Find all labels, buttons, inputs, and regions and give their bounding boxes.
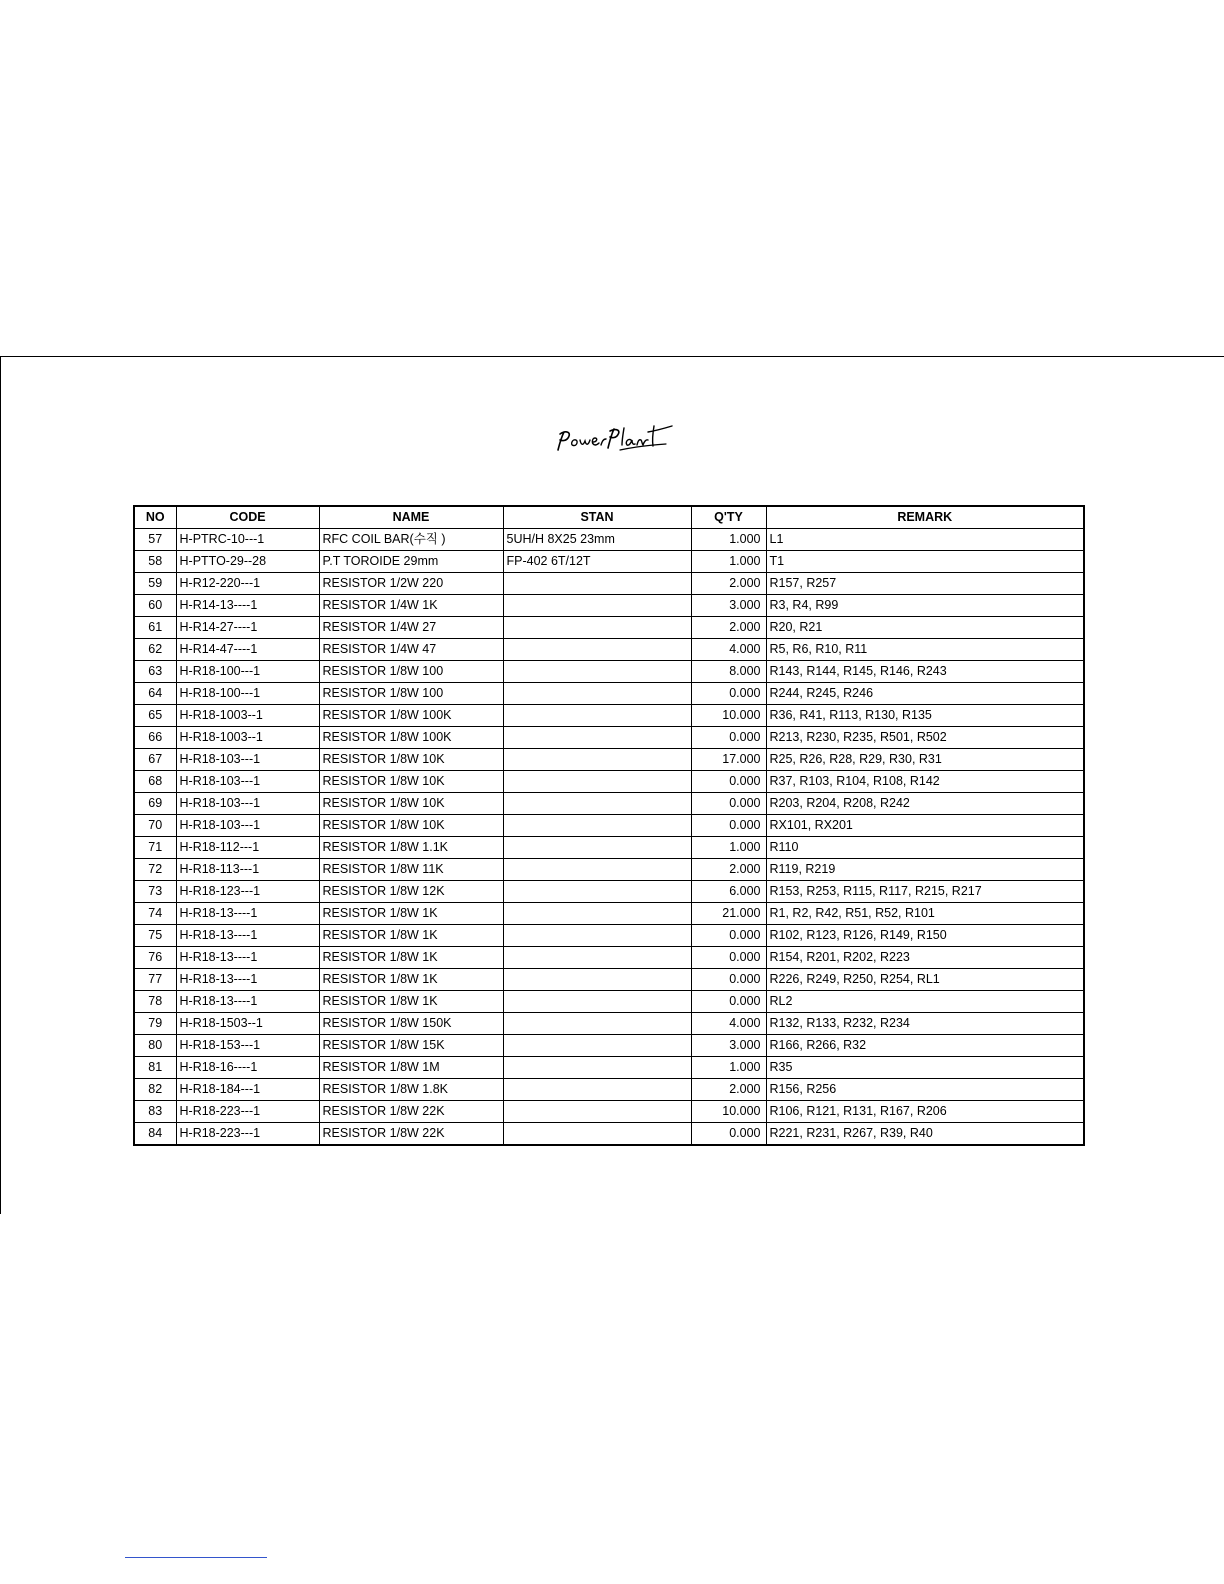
cell-remark: R226, R249, R250, R254, RL1	[766, 969, 1084, 991]
cell-qty: 0.000	[691, 991, 766, 1013]
cell-remark: R221, R231, R267, R39, R40	[766, 1123, 1084, 1146]
cell-name: RESISTOR 1/8W 1K	[319, 925, 503, 947]
cell-remark: R154, R201, R202, R223	[766, 947, 1084, 969]
cell-remark: RX101, RX201	[766, 815, 1084, 837]
cell-name: RESISTOR 1/8W 1K	[319, 903, 503, 925]
cell-no: 75	[134, 925, 176, 947]
cell-no: 65	[134, 705, 176, 727]
cell-stan	[503, 1123, 691, 1146]
cell-qty: 1.000	[691, 529, 766, 551]
cell-name: RESISTOR 1/8W 1.8K	[319, 1079, 503, 1101]
cell-code: H-R18-103---1	[176, 793, 319, 815]
table-row	[134, 573, 1084, 595]
cell-remark: RL2	[766, 991, 1084, 1013]
cell-stan	[503, 903, 691, 925]
cell-qty: 17.000	[691, 749, 766, 771]
table-row	[134, 551, 1084, 573]
cell-remark: R1, R2, R42, R51, R52, R101	[766, 903, 1084, 925]
cell-name: RESISTOR 1/8W 1.1K	[319, 837, 503, 859]
cell-stan: FP-402 6T/12T	[503, 551, 691, 573]
cell-name: RESISTOR 1/8W 10K	[319, 815, 503, 837]
cell-qty: 0.000	[691, 925, 766, 947]
cell-qty: 2.000	[691, 1079, 766, 1101]
cell-code: H-R18-13----1	[176, 969, 319, 991]
table-row	[134, 595, 1084, 617]
cell-no: 82	[134, 1079, 176, 1101]
cell-stan	[503, 617, 691, 639]
cell-name: RESISTOR 1/4W 1K	[319, 595, 503, 617]
header-name: NAME	[319, 506, 503, 529]
cell-code: H-R18-1503--1	[176, 1013, 319, 1035]
powerplant-logo	[554, 420, 678, 460]
cell-name: RESISTOR 1/2W 220	[319, 573, 503, 595]
cell-remark: R5, R6, R10, R11	[766, 639, 1084, 661]
cell-code: H-R14-13----1	[176, 595, 319, 617]
cell-qty: 0.000	[691, 727, 766, 749]
cell-remark: T1	[766, 551, 1084, 573]
cell-stan	[503, 947, 691, 969]
cell-stan	[503, 573, 691, 595]
cell-remark: R153, R253, R115, R117, R215, R217	[766, 881, 1084, 903]
cell-name: P.T TOROIDE 29mm	[319, 551, 503, 573]
cell-qty: 3.000	[691, 595, 766, 617]
cell-no: 64	[134, 683, 176, 705]
table-row	[134, 793, 1084, 815]
cell-qty: 4.000	[691, 639, 766, 661]
cell-stan	[503, 705, 691, 727]
cell-code: H-R18-16----1	[176, 1057, 319, 1079]
cell-qty: 3.000	[691, 1035, 766, 1057]
cell-code: H-R14-27----1	[176, 617, 319, 639]
cell-no: 71	[134, 837, 176, 859]
cell-no: 72	[134, 859, 176, 881]
cell-code: H-R18-103---1	[176, 749, 319, 771]
cell-remark: R213, R230, R235, R501, R502	[766, 727, 1084, 749]
bottom-link-line	[125, 1557, 267, 1558]
table-row	[134, 859, 1084, 881]
cell-code: H-R18-13----1	[176, 991, 319, 1013]
cell-name: RESISTOR 1/8W 11K	[319, 859, 503, 881]
cell-name: RESISTOR 1/8W 15K	[319, 1035, 503, 1057]
table-row	[134, 969, 1084, 991]
cell-name: RFC COIL BAR(수직 )	[319, 529, 503, 551]
cell-code: H-R18-13----1	[176, 947, 319, 969]
cell-remark: R244, R245, R246	[766, 683, 1084, 705]
cell-stan	[503, 969, 691, 991]
cell-code: H-R18-1003--1	[176, 705, 319, 727]
cell-name: RESISTOR 1/8W 22K	[319, 1101, 503, 1123]
cell-code: H-R18-223---1	[176, 1101, 319, 1123]
cell-qty: 10.000	[691, 1101, 766, 1123]
cell-remark: R157, R257	[766, 573, 1084, 595]
cell-stan	[503, 771, 691, 793]
cell-no: 66	[134, 727, 176, 749]
cell-name: RESISTOR 1/8W 10K	[319, 771, 503, 793]
cell-code: H-R18-100---1	[176, 661, 319, 683]
cell-qty: 10.000	[691, 705, 766, 727]
table-row	[134, 661, 1084, 683]
table-row	[134, 947, 1084, 969]
cell-remark: R106, R121, R131, R167, R206	[766, 1101, 1084, 1123]
cell-remark: R20, R21	[766, 617, 1084, 639]
table-row	[134, 837, 1084, 859]
cell-qty: 1.000	[691, 551, 766, 573]
cell-no: 76	[134, 947, 176, 969]
table-row	[134, 1057, 1084, 1079]
table-row	[134, 771, 1084, 793]
cell-name: RESISTOR 1/8W 10K	[319, 793, 503, 815]
cell-name: RESISTOR 1/8W 1K	[319, 947, 503, 969]
cell-code: H-R18-1003--1	[176, 727, 319, 749]
cell-qty: 0.000	[691, 771, 766, 793]
cell-stan	[503, 925, 691, 947]
cell-remark: R35	[766, 1057, 1084, 1079]
cell-name: RESISTOR 1/8W 22K	[319, 1123, 503, 1146]
table-row	[134, 727, 1084, 749]
table-row	[134, 815, 1084, 837]
cell-name: RESISTOR 1/8W 100	[319, 683, 503, 705]
cell-qty: 0.000	[691, 947, 766, 969]
cell-code: H-R18-13----1	[176, 903, 319, 925]
cell-no: 79	[134, 1013, 176, 1035]
cell-code: H-R14-47----1	[176, 639, 319, 661]
cell-remark: R37, R103, R104, R108, R142	[766, 771, 1084, 793]
cell-qty: 21.000	[691, 903, 766, 925]
cell-stan	[503, 595, 691, 617]
cell-no: 68	[134, 771, 176, 793]
cell-stan	[503, 727, 691, 749]
cell-name: RESISTOR 1/8W 1K	[319, 991, 503, 1013]
cell-remark: R102, R123, R126, R149, R150	[766, 925, 1084, 947]
cell-remark: R143, R144, R145, R146, R243	[766, 661, 1084, 683]
cell-remark: R203, R204, R208, R242	[766, 793, 1084, 815]
cell-no: 80	[134, 1035, 176, 1057]
cell-code: H-R18-100---1	[176, 683, 319, 705]
cell-remark: R3, R4, R99	[766, 595, 1084, 617]
cell-qty: 8.000	[691, 661, 766, 683]
cell-qty: 0.000	[691, 1123, 766, 1146]
cell-code: H-R18-153---1	[176, 1035, 319, 1057]
cell-qty: 2.000	[691, 573, 766, 595]
cell-qty: 0.000	[691, 815, 766, 837]
cell-code: H-R18-123---1	[176, 881, 319, 903]
cell-stan	[503, 1013, 691, 1035]
header-remark: REMARK	[766, 506, 1084, 529]
cell-name: RESISTOR 1/8W 100	[319, 661, 503, 683]
cell-no: 63	[134, 661, 176, 683]
cell-qty: 2.000	[691, 859, 766, 881]
cell-qty: 1.000	[691, 837, 766, 859]
cell-code: H-R12-220---1	[176, 573, 319, 595]
table-row	[134, 1013, 1084, 1035]
cell-stan	[503, 815, 691, 837]
header-qty: Q'TY	[691, 506, 766, 529]
header-code: CODE	[176, 506, 319, 529]
cell-no: 83	[134, 1101, 176, 1123]
cell-qty: 1.000	[691, 1057, 766, 1079]
cell-code: H-R18-113---1	[176, 859, 319, 881]
cell-stan	[503, 1079, 691, 1101]
cell-qty: 0.000	[691, 793, 766, 815]
cell-no: 62	[134, 639, 176, 661]
cell-no: 61	[134, 617, 176, 639]
cell-remark: R36, R41, R113, R130, R135	[766, 705, 1084, 727]
table-row	[134, 749, 1084, 771]
cell-remark: R25, R26, R28, R29, R30, R31	[766, 749, 1084, 771]
cell-remark: R132, R133, R232, R234	[766, 1013, 1084, 1035]
cell-stan	[503, 793, 691, 815]
table-row	[134, 991, 1084, 1013]
table-row	[134, 683, 1084, 705]
parts-table	[133, 505, 1085, 1146]
table-row	[134, 529, 1084, 551]
table-row	[134, 639, 1084, 661]
cell-stan	[503, 859, 691, 881]
table-row	[134, 925, 1084, 947]
cell-no: 67	[134, 749, 176, 771]
cell-qty: 0.000	[691, 969, 766, 991]
cell-no: 59	[134, 573, 176, 595]
cell-no: 58	[134, 551, 176, 573]
cell-stan	[503, 749, 691, 771]
cell-name: RESISTOR 1/8W 100K	[319, 705, 503, 727]
cell-name: RESISTOR 1/8W 12K	[319, 881, 503, 903]
cell-no: 70	[134, 815, 176, 837]
cell-stan	[503, 837, 691, 859]
cell-qty: 6.000	[691, 881, 766, 903]
cell-stan: 5UH/H 8X25 23mm	[503, 529, 691, 551]
table-row	[134, 705, 1084, 727]
cell-stan	[503, 639, 691, 661]
cell-no: 84	[134, 1123, 176, 1146]
cell-code: H-R18-223---1	[176, 1123, 319, 1146]
cell-qty: 0.000	[691, 683, 766, 705]
cell-name: RESISTOR 1/8W 1M	[319, 1057, 503, 1079]
cell-code: H-R18-112---1	[176, 837, 319, 859]
cell-no: 73	[134, 881, 176, 903]
cell-qty: 2.000	[691, 617, 766, 639]
cell-stan	[503, 683, 691, 705]
header-no: NO	[134, 506, 176, 529]
svg-text:PowerPlant: PowerPlant	[554, 420, 560, 421]
cell-stan	[503, 991, 691, 1013]
cell-no: 74	[134, 903, 176, 925]
cell-remark: R119, R219	[766, 859, 1084, 881]
cell-no: 81	[134, 1057, 176, 1079]
cell-remark: R166, R266, R32	[766, 1035, 1084, 1057]
cell-qty: 4.000	[691, 1013, 766, 1035]
cell-stan	[503, 1057, 691, 1079]
cell-code: H-R18-103---1	[176, 815, 319, 837]
cell-no: 77	[134, 969, 176, 991]
table-row	[134, 1123, 1084, 1146]
cell-remark: R156, R256	[766, 1079, 1084, 1101]
cell-code: H-PTTO-29--28	[176, 551, 319, 573]
cell-remark: R110	[766, 837, 1084, 859]
cell-name: RESISTOR 1/4W 47	[319, 639, 503, 661]
cell-name: RESISTOR 1/8W 10K	[319, 749, 503, 771]
cell-name: RESISTOR 1/4W 27	[319, 617, 503, 639]
cell-stan	[503, 1035, 691, 1057]
table-row	[134, 1079, 1084, 1101]
table-row	[134, 881, 1084, 903]
cell-stan	[503, 661, 691, 683]
cell-no: 57	[134, 529, 176, 551]
table-header-row	[134, 506, 1084, 529]
cell-no: 69	[134, 793, 176, 815]
cell-name: RESISTOR 1/8W 150K	[319, 1013, 503, 1035]
table-row	[134, 1035, 1084, 1057]
table-row	[134, 1101, 1084, 1123]
cell-remark: L1	[766, 529, 1084, 551]
table-row	[134, 903, 1084, 925]
cell-code: H-R18-13----1	[176, 925, 319, 947]
cell-code: H-R18-184---1	[176, 1079, 319, 1101]
cell-name: RESISTOR 1/8W 100K	[319, 727, 503, 749]
cell-code: H-R18-103---1	[176, 771, 319, 793]
cell-stan	[503, 881, 691, 903]
cell-name: RESISTOR 1/8W 1K	[319, 969, 503, 991]
table-body	[134, 529, 1084, 1146]
cell-no: 60	[134, 595, 176, 617]
table-row	[134, 617, 1084, 639]
cell-no: 78	[134, 991, 176, 1013]
header-stan: STAN	[503, 506, 691, 529]
cell-stan	[503, 1101, 691, 1123]
cell-code: H-PTRC-10---1	[176, 529, 319, 551]
